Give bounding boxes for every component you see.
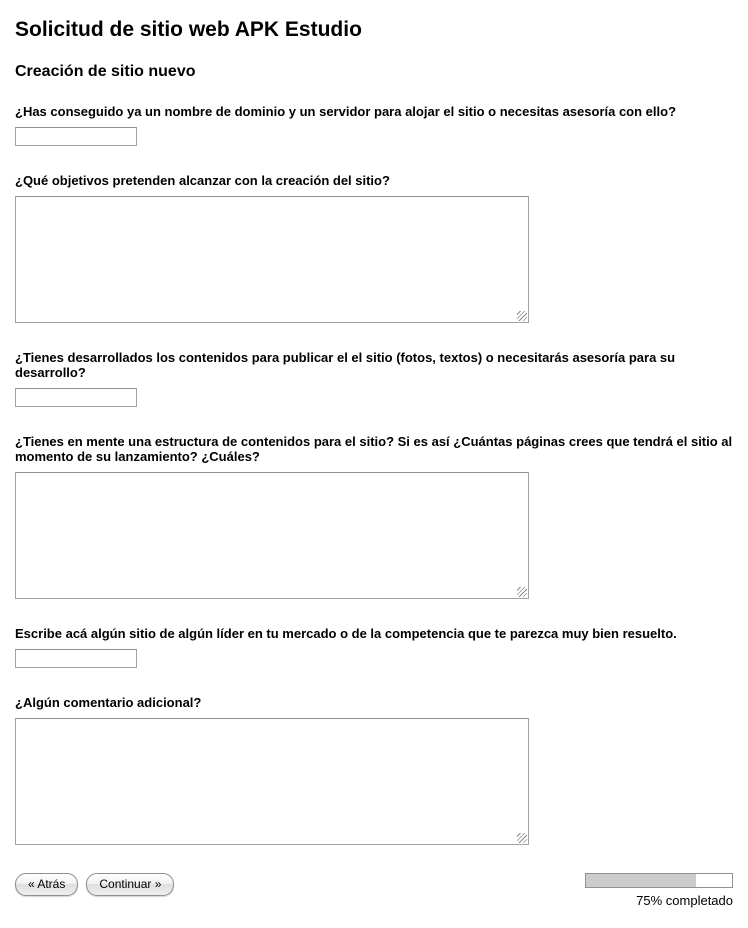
question-block-reference-site (15, 626, 733, 668)
question-label: ¿Qué objetivos pretenden alcanzar con la creación del sitio? (15, 172, 390, 188)
question-label: Escribe acá algún sitio de algún líder en tu mercado o de la competencia que te parezca muy bien resuelto. (15, 625, 677, 641)
question-label: ¿Tienes desarrollados los contenidos para publicar el el sitio (fotos, textos) o necesitarás asesoría para su desarrollo? (15, 349, 676, 380)
question-block-contents-ready (15, 350, 733, 407)
resize-handle-icon[interactable] (517, 833, 527, 843)
back-button[interactable]: « Atrás (15, 873, 78, 896)
progress-label: 75% completado (636, 892, 733, 908)
section-title: Creación de sitio nuevo (15, 63, 196, 81)
question-label: ¿Algún comentario adicional? (15, 694, 202, 710)
continue-button[interactable]: Continuar » (86, 873, 174, 896)
form-title: Solicitud de sitio web APK Estudio (15, 18, 362, 41)
textarea-wrapper (15, 472, 529, 599)
question-block-objectives (15, 173, 733, 323)
textarea-wrapper (15, 196, 529, 323)
progress-area (585, 873, 733, 908)
question-text-input[interactable] (15, 388, 137, 407)
question-label: ¿Tienes en mente una estructura de contenidos para el sitio? Si es así ¿Cuántas páginas crees que tendrá el sitio al momento de su lanzamiento? ¿Cuáles? (15, 433, 733, 464)
question-textarea[interactable] (15, 472, 529, 599)
resize-handle-icon[interactable] (517, 587, 527, 597)
question-text-input[interactable] (15, 649, 137, 668)
question-text-input[interactable] (15, 127, 137, 146)
textarea-wrapper (15, 718, 529, 845)
question-textarea[interactable] (15, 718, 529, 845)
form-footer (15, 873, 733, 908)
question-label: ¿Has conseguido ya un nombre de dominio y un servidor para alojar el sitio o necesitas asesoría con ello? (15, 103, 677, 119)
question-block-structure (15, 434, 733, 599)
progress-bar (585, 873, 733, 888)
progress-bar-fill (586, 874, 696, 887)
footer-buttons (15, 873, 174, 896)
question-block-domain-server (15, 104, 733, 146)
resize-handle-icon[interactable] (517, 311, 527, 321)
question-block-additional-comment (15, 695, 733, 845)
question-textarea[interactable] (15, 196, 529, 323)
